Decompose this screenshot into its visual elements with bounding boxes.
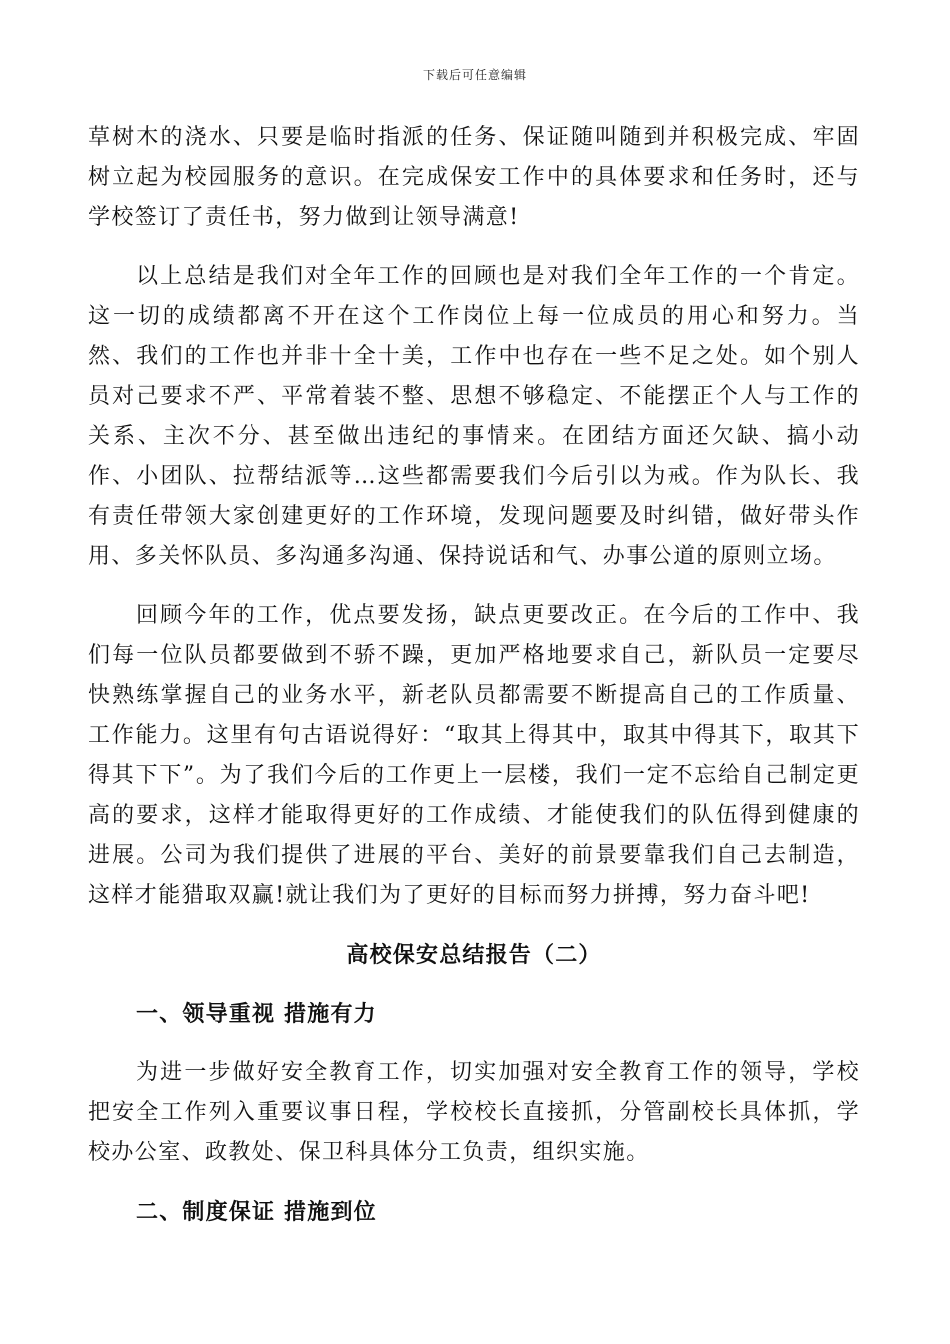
paragraph-gap — [88, 975, 860, 994]
subheading-system: 二、制度保证 措施到位 — [136, 1199, 377, 1225]
section-title: 高校保安总结报告（二） — [346, 942, 602, 968]
paragraph-gap — [88, 238, 860, 257]
paragraph-safety-education: 为进一步做好安全教育工作，切实加强对安全教育工作的领导，学校把安全工作列入重要议事日程，学校校长直接抓，分管副校长具体抓，学校办公室、政教处、保卫科具体分工负责，组织实施。 — [88, 1060, 860, 1165]
subheading-leadership: 一、领导重视 措施有力 — [136, 1001, 377, 1027]
paragraph-review: 回顾今年的工作，优点要发扬，缺点更要改正。在今后的工作中、我们每一位队员都要做到不骄不躁，更加严格地要求自己，新队员一定要尽快熟练掌握自己的业务水平，新老队员都需要不断提高自己的工作质量、工作能力。这里有句古语说得好：“取其上得其中，取其中得其下，取其下得其下下”。为了我们今后的工作更上一层楼，我们一定不忘给自己制定更高的要求，这样才能取得更好的工作成绩、才能使我们的队伍得到健康的进展。公司为我们提供了进展的平台、美好的前景要靠我们自己去制造，这样才能猎取双赢!就让我们为了更好的目标而努力拼搏，努力奋斗吧! — [88, 603, 860, 908]
document-body — [88, 118, 860, 1232]
paragraph-gap — [88, 577, 860, 596]
paragraph-gap — [88, 1034, 860, 1053]
paragraph-summary: 以上总结是我们对全年工作的回顾也是对我们全年工作的一个肯定。这一切的成绩都离不开在这个工作岗位上每一位成员的用心和努力。当然、我们的工作也并非十全十美，工作中也存在一些不足之处。如个别人员对己要求不严、平常着装不整、思想不够稳定、不能摆正个人与工作的关系、主次不分、甚至做出违纪的事情来。在团结方面还欠缺、搞小动作、小团队、拉帮结派等…这些都需要我们今后引以为戒。作为队长、我有责任带领大家创建更好的工作环境，发现问题要及时纠错，做好带头作用、多关怀队员、多沟通多沟通、保持说话和气、办事公道的原则立场。 — [88, 264, 860, 569]
paragraph-gap — [88, 916, 860, 935]
paragraph-gap — [88, 1173, 860, 1192]
header-note: 下载后可任意编辑 — [422, 68, 527, 82]
paragraph-continued: 草树木的浇水、只要是临时指派的任务、保证随叫随到并积极完成、牢固树立起为校园服务的意识。在完成保安工作中的具体要求和任务时，还与学校签订了责任书，努力做到让领导满意! — [88, 125, 860, 230]
